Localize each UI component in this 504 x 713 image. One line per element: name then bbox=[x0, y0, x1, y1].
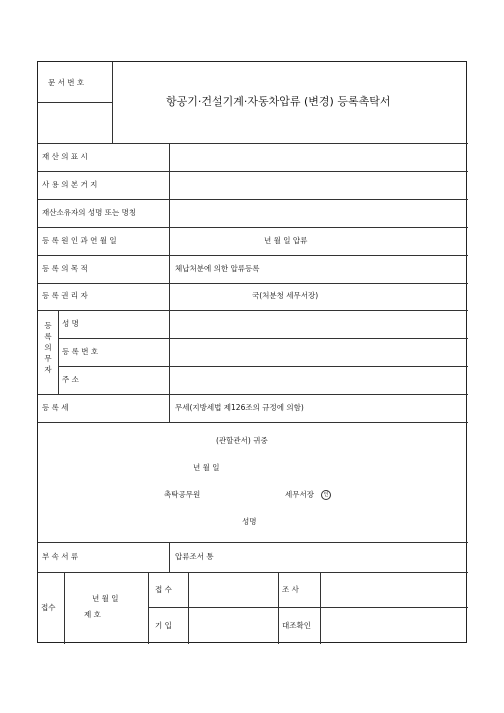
purpose-value: 체납처분에 의한 압류등록 bbox=[175, 264, 260, 273]
receipt-date-label: 년 월 일 bbox=[92, 594, 119, 603]
rule-receipt-4 bbox=[278, 572, 279, 644]
rule-row-3 bbox=[38, 227, 468, 228]
rule-header-divider bbox=[112, 62, 113, 143]
obligor-regno-label: 등 록 번 호 bbox=[62, 347, 99, 356]
accept-label: 접 수 bbox=[155, 585, 172, 594]
officer-title: 세무서장 bbox=[285, 490, 314, 499]
obligor-name-label: 성 명 bbox=[62, 319, 79, 328]
rule-receipt-5 bbox=[320, 572, 321, 644]
tax-value: 무세(지방세법 제126조의 규정에 의함) bbox=[175, 403, 304, 412]
rule-label-divider bbox=[169, 143, 170, 422]
location-label: 사 용 의 본 거 지 bbox=[42, 180, 98, 189]
rule-row-7 bbox=[38, 394, 468, 395]
cause-value: 년 월 일 압류 bbox=[264, 236, 308, 245]
owner-label: 재산소유자의 성명 또는 명칭 bbox=[42, 208, 137, 217]
rule-row-5 bbox=[38, 283, 468, 284]
right-holder-value: 국(처분청 세무서장) bbox=[252, 291, 319, 300]
rule-row-6 bbox=[38, 310, 468, 311]
signature-label: 성명 bbox=[242, 517, 257, 526]
review-label: 조 사 bbox=[282, 585, 299, 594]
rule-obligor-2 bbox=[58, 366, 468, 367]
rule-receipt-3 bbox=[188, 572, 189, 644]
rule-row-1 bbox=[38, 171, 468, 172]
receipt-no-label: 제 호 bbox=[84, 610, 101, 619]
rule-obligor-divider bbox=[58, 310, 59, 394]
obligor-label: 등록의무자 bbox=[44, 321, 52, 374]
rule-header-bottom bbox=[38, 143, 468, 144]
seal-mark: 인 bbox=[321, 490, 331, 500]
rule-row-10 bbox=[38, 572, 468, 573]
cause-label: 등 록 원 인 과 연 월 일 bbox=[42, 236, 117, 245]
rule-obligor-1 bbox=[58, 338, 468, 339]
property-label: 재 산 의 표 시 bbox=[42, 152, 88, 161]
receipt-label: 접수 bbox=[41, 603, 56, 612]
collation-label: 대조확인 bbox=[282, 621, 311, 630]
purpose-label: 등 록 의 목 적 bbox=[42, 264, 88, 273]
rule-receipt-1 bbox=[64, 572, 65, 644]
registration-request-form bbox=[37, 61, 467, 643]
rule-row-2 bbox=[38, 199, 468, 200]
rule-row-4 bbox=[38, 255, 468, 256]
addressee: (관할관서) 귀중 bbox=[216, 436, 268, 445]
commission-date: 년 월 일 bbox=[193, 463, 220, 472]
form-title: 항공기·건설기계·자동차압류 (변경) 등록촉탁서 bbox=[166, 95, 391, 108]
obligor-address-label: 주 소 bbox=[62, 375, 79, 384]
rule-receipt-mid bbox=[148, 607, 468, 608]
rule-receipt-2 bbox=[148, 572, 149, 644]
tax-label: 등 록 세 bbox=[42, 403, 69, 412]
rule-attachment-divider bbox=[169, 542, 170, 572]
rule-row-9 bbox=[38, 542, 468, 543]
right-holder-label: 등 록 권 리 자 bbox=[42, 291, 88, 300]
rule-doc-number bbox=[38, 102, 112, 103]
doc-number-label: 문 서 번 호 bbox=[48, 78, 85, 87]
attachments-value: 압류조서 통 bbox=[175, 552, 214, 561]
attachments-label: 부 속 서 류 bbox=[42, 552, 79, 561]
rule-row-8 bbox=[38, 422, 468, 423]
entry-label: 기 입 bbox=[155, 621, 172, 630]
officer-label: 촉탁공무원 bbox=[164, 490, 201, 499]
